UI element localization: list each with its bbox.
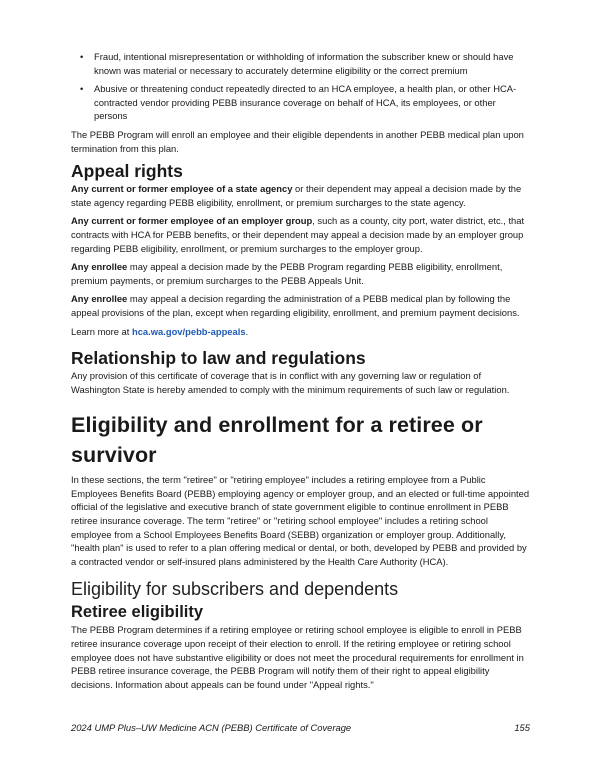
paragraph-text: may appeal a decision made by the PEBB Program regarding PEBB eligibility, enrollment, premium payments, or premium surcharges to the PEBB Appeals Unit. (71, 261, 503, 286)
list-item (71, 82, 530, 123)
eligibility-enrollment-heading: Eligibility and enrollment for a retiree or survivor (71, 413, 483, 468)
list-item-text: Fraud, intentional misrepresentation or withholding of information the subscriber knew or should have known was material or necessary to accurately determine eligibility or the correct premium (94, 51, 514, 76)
footer-title: 2024 UMP Plus–UW Medicine ACN (PEBB) Certificate of Coverage (71, 722, 352, 733)
page-number: 155 (514, 722, 530, 733)
appeal-paragraph-enrollee-plan (71, 292, 530, 319)
bullet-icon: • (80, 51, 84, 62)
bold-lead: Any enrollee (71, 293, 128, 305)
eligibility-paragraph: In these sections, the term "retiree" or "retiring employee" includes a retiring employee from a Public Employees Benefits Board (PEBB) employing agency or employer group, and an elected or full-time appointed official of the legislative and executive branch of state government eligible to continue enrollment in PEBB retiree insurance coverage. The term "retiree" or "retiring school employee" includes a retiring school employee from a School Employees Benefits Board (SEBB) organization or employer group. Additionally, "health plan" is used to refer to a plan offering medical or dental, or both, developed by PEBB and provided by a contracted vendor or self-insured plans administered by the Health Care Authority (HCA). (71, 474, 530, 567)
relationship-heading: Relationship to law and regulations (71, 348, 366, 369)
bold-lead: Any current or former employee of an employer group (71, 215, 313, 227)
page-footer (71, 722, 530, 734)
list-item-text: Abusive or threatening conduct repeatedly directed to an HCA employee, a health plan, or other HCA-contracted vendor providing PEBB insurance coverage on behalf of HCA, its employees, or other persons (94, 83, 517, 122)
appeal-paragraph-employer-group (71, 214, 530, 255)
enroll-paragraph: The PEBB Program will enroll an employee and their eligible dependents in another PEBB medical plan upon termination from this plan. (71, 128, 524, 154)
termination-reasons-list (71, 50, 530, 123)
bullet-icon: • (80, 83, 84, 95)
relationship-paragraph: Any provision of this certificate of coverage that is in conflict with any governing law or regulation of Washington State is hereby amended to comply with the minimum requirements of such law or regulation. (71, 370, 510, 395)
retiree-eligibility-paragraph: The PEBB Program determines if a retiring employee or retiring school employee is eligible to enroll in PEBB retiree insurance coverage upon receipt of their election to enroll. If the retiring employee or retiring school employee does not have substantive eligibility or does not meet the procedural requirements for enrollment in PEBB retiree insurance coverage, the PEBB Program will notify them of their right to appeal eligibility decisions. Information about appeals can be found under "Appeal rights." (71, 624, 524, 690)
bold-lead: Any enrollee (71, 261, 128, 273)
pebb-appeals-link[interactable]: hca.wa.gov/pebb-appeals (131, 325, 246, 337)
learn-more-paragraph (71, 325, 530, 339)
paragraph-text: , such as a county, city port, water district, etc., that contracts with HCA for PEBB benefits, or their dependent may appeal a decision made by an employer group regarding PEBB eligibility, enrollment, or premium surcharges to the employer group. (71, 215, 525, 254)
appeal-rights-heading: Appeal rights (71, 161, 183, 182)
appeal-paragraph-enrollee-pebb (71, 260, 530, 287)
bold-lead: Any current or former employee of a state agency (71, 183, 293, 195)
appeal-paragraph-state-agency (71, 182, 530, 209)
document-page (71, 50, 530, 696)
paragraph-text: or their dependent may appeal a decision made by the state agency regarding PEBB eligibility, enrollment, or premium surcharges to the state agency. (71, 183, 522, 208)
learn-more-prefix: Learn more at (71, 325, 132, 337)
learn-more-suffix: . (245, 325, 249, 337)
list-item (71, 50, 530, 77)
paragraph-text: may appeal a decision regarding the administration of a PEBB medical plan by following the appeal provisions of the plan, except when regarding eligibility, enrollment, and premium payment decisions. (71, 293, 520, 318)
subscribers-dependents-heading: Eligibility for subscribers and dependents (71, 579, 399, 600)
retiree-eligibility-heading: Retiree eligibility (71, 603, 204, 622)
